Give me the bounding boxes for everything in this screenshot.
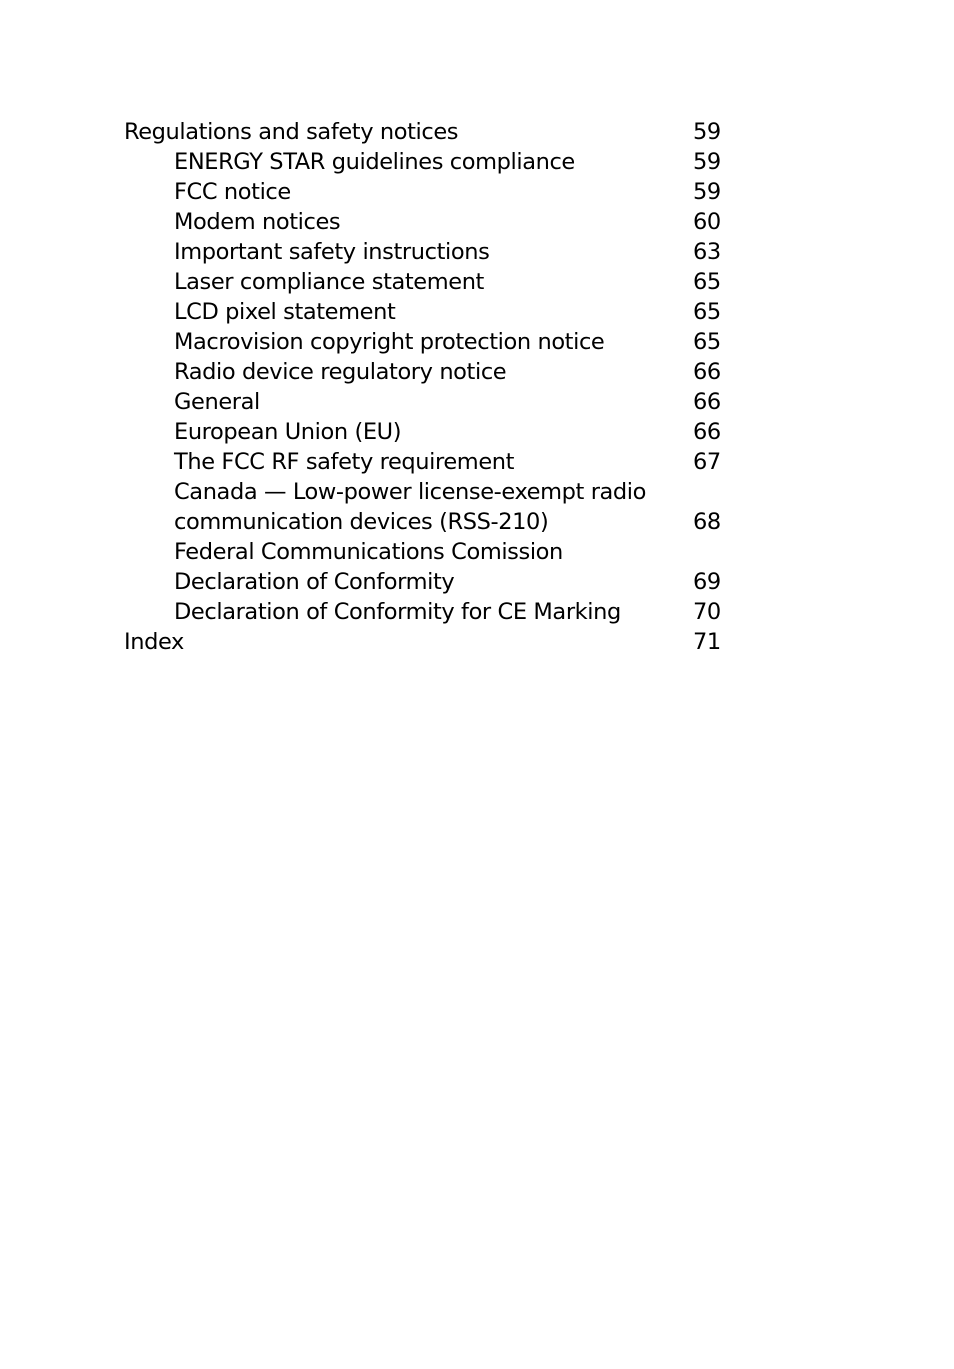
toc-entry-title: Modem notices	[174, 209, 341, 235]
toc-subsection-entry[interactable]	[124, 387, 724, 417]
toc-entry-title: The FCC RF safety requirement	[174, 449, 515, 475]
toc-subsection-entry[interactable]	[124, 327, 724, 357]
toc-subsection-entry[interactable]	[124, 147, 724, 177]
toc-entry-page-number: 65	[693, 269, 721, 295]
toc-subsection-entry[interactable]	[124, 477, 724, 537]
toc-entry-title: communication devices (RSS-210)	[174, 509, 549, 535]
toc-entry-title: Index	[124, 629, 184, 655]
toc-entry-title: Regulations and safety notices	[124, 119, 459, 145]
toc-entry-page-number: 65	[693, 299, 721, 325]
toc-entry-page-number: 59	[693, 119, 721, 145]
toc-subsection-entry[interactable]	[124, 267, 724, 297]
toc-entry-page-number: 68	[693, 509, 721, 535]
toc-entry-page-number: 66	[693, 389, 721, 415]
toc-entry-page-number: 59	[693, 149, 721, 175]
toc-entry-page-number: 69	[693, 569, 721, 595]
toc-entry-page-number: 63	[693, 239, 721, 265]
toc-entry-title: ENERGY STAR guidelines compliance	[174, 149, 575, 175]
toc-entry-page-number: 66	[693, 359, 721, 385]
toc-entry-page-number: 70	[693, 599, 721, 625]
toc-subsection-entry[interactable]	[124, 597, 724, 627]
toc-subsection-entry[interactable]	[124, 447, 724, 477]
toc-entry-title: European Union (EU)	[174, 419, 402, 445]
toc-entry-title: Important safety instructions	[174, 239, 490, 265]
toc-entry-title: Declaration of Conformity	[174, 569, 455, 595]
toc-entry-title: Canada — Low-power license-exempt radio	[174, 479, 647, 505]
toc-subsection-entry[interactable]	[124, 237, 724, 267]
toc-entry-title: Laser compliance statement	[174, 269, 484, 295]
toc-entry-page-number: 65	[693, 329, 721, 355]
toc-entry-title: Radio device regulatory notice	[174, 359, 507, 385]
toc-subsection-entry[interactable]	[124, 177, 724, 207]
toc-subsection-entry[interactable]	[124, 207, 724, 237]
toc-subsection-entry[interactable]	[124, 537, 724, 597]
toc-entry-page-number: 66	[693, 419, 721, 445]
toc-entry-title: Federal Communications Comission	[174, 539, 563, 565]
toc-entry-title: FCC notice	[174, 179, 291, 205]
toc-subsection-entry[interactable]	[124, 297, 724, 327]
table-of-contents	[124, 117, 724, 657]
toc-entry-page-number: 59	[693, 179, 721, 205]
toc-subsection-entry[interactable]	[124, 357, 724, 387]
toc-entry-title: Macrovision copyright protection notice	[174, 329, 605, 355]
toc-entry-page-number: 71	[693, 629, 721, 655]
toc-entry-page-number: 60	[693, 209, 721, 235]
toc-entry-title: LCD pixel statement	[174, 299, 396, 325]
toc-entry-title: Declaration of Conformity for CE Marking	[174, 599, 621, 625]
toc-section-entry[interactable]	[124, 117, 724, 147]
toc-entry-page-number: 67	[693, 449, 721, 475]
toc-section-entry[interactable]	[124, 627, 724, 657]
toc-subsection-entry[interactable]	[124, 417, 724, 447]
toc-entry-title: General	[174, 389, 260, 415]
